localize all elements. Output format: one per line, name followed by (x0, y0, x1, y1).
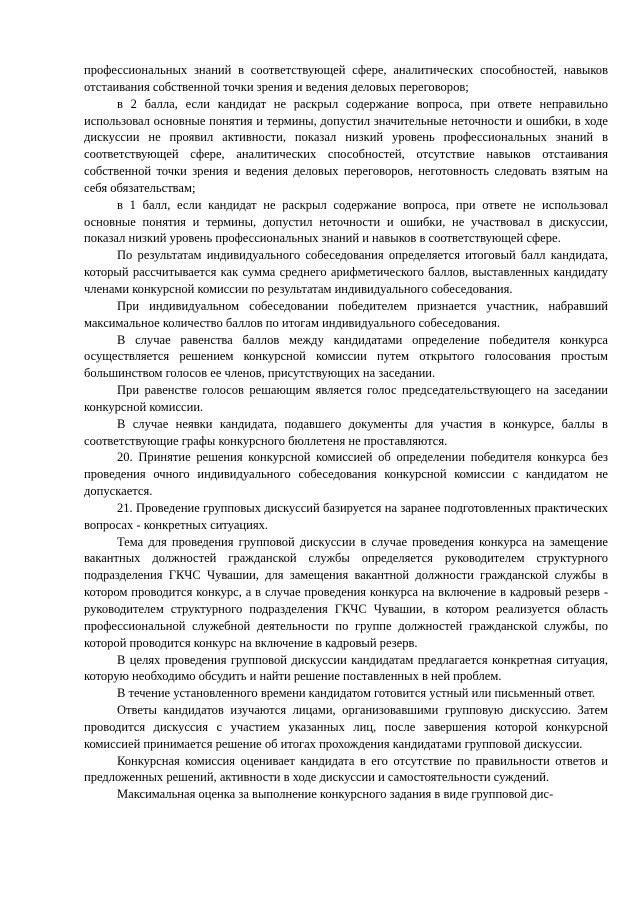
paragraph-15: Конкурсная комиссия оценивает кандидата в его отсутствие по правильности ответов и предложенных решений, активности в ходе дискуссии и самостоятельности суждений. (84, 753, 608, 785)
document-page (84, 62, 608, 803)
paragraph-5: При индивидуальном собеседовании победителем признается участник, набравший максимальное количество баллов по итогам индивидуального собеседования. (84, 298, 608, 330)
paragraph-2: в 2 балла, если кандидат не раскрыл содержание вопроса, при ответе неправильно использовал основные понятия и термины, допустил значительные неточности и ошибки, в ходе дискуссии не проявил активности, показал низкий уровень профессиональных знаний в соответствующей сфере, аналитических способностей, отсутствие навыков отстаивания собственной точки зрения и ведения деловых переговоров, неготовность следовать взятым на себя обязательствам; (84, 96, 608, 195)
paragraph-3: в 1 балл, если кандидат не раскрыл содержание вопроса, при ответе не использовал основные понятия и термины, допустил неточности и ошибки, не участвовал в дискуссии, показал низкий уровень профессиональных знаний и навыков в соответствующей сфере. (84, 197, 608, 246)
paragraph-1: профессиональных знаний в соответствующей сфере, аналитических способностей, навыков отстаивания собственной точки зрения и ведения деловых переговоров; (84, 63, 608, 94)
paragraph-13: В течение установленного времени кандидатом готовится устный или письменный ответ. (117, 686, 596, 701)
paragraph-10: 21. Проведение групповых дискуссий базируется на заранее подготовленных практических вопросах - конкретных ситуациях. (84, 500, 608, 532)
paragraph-7: При равенстве голосов решающим является голос председательствующего на заседании конкурсной комиссии. (84, 383, 608, 414)
paragraph-8: В случае неявки кандидата, подавшего документы для участия в конкурсе, баллы в соответствующие графы конкурсного бюллетеня не проставляются. (84, 416, 608, 448)
paragraph-14: Ответы кандидатов изучаются лицами, организовавшими групповую дискуссию. Затем проводится дискуссия с участием указанных лиц, после завершения которой конкурсной комиссией принимается решение об итогах прохождения кандидатами групповой дискуссии. (84, 703, 608, 751)
paragraph-4: По результатам индивидуального собеседования определяется итоговый балл кандидата, который рассчитывается как сумма среднего арифметического баллов, выставленных кандидату членами конкурсной комиссии по результатам индивидуального собеседования. (84, 248, 608, 296)
paragraph-12: В целях проведения групповой дискуссии кандидатам предлагается конкретная ситуация, которую необходимо обсудить и найти решение поставленных в ней проблем. (84, 652, 608, 684)
paragraph-11: Тема для проведения групповой дискуссии в случае проведения конкурса на замещение вакантных должностей гражданской службы определяется руководителем структурного подразделения ГКЧС Чувашии, для замещения вакантной должности гражданской службы в котором проводится конкурс, а в случае проведения конкурса на включение в кадровый резерв - руководителем структурного подразделения ГКЧС Чувашии, в котором реализуется область профессиональной служебной деятельности по группе должностей гражданской службы, по которой проводится конкурс на включение в кадровый резерв. (84, 534, 608, 650)
paragraph-6: В случае равенства баллов между кандидатами определение победителя конкурса осуществляется решением конкурсной комиссии путем открытого голосования простым большинством голосов ее членов, присутствующих на заседании. (84, 332, 608, 381)
paragraph-9: 20. Принятие решения конкурсной комиссией об определении победителя конкурса без проведения очного индивидуального собеседования конкурсной комиссии с кандидатом не допускается. (84, 450, 608, 499)
paragraph-16: Максимальная оценка за выполнение конкурсного задания в виде групповой дис- (117, 787, 554, 802)
